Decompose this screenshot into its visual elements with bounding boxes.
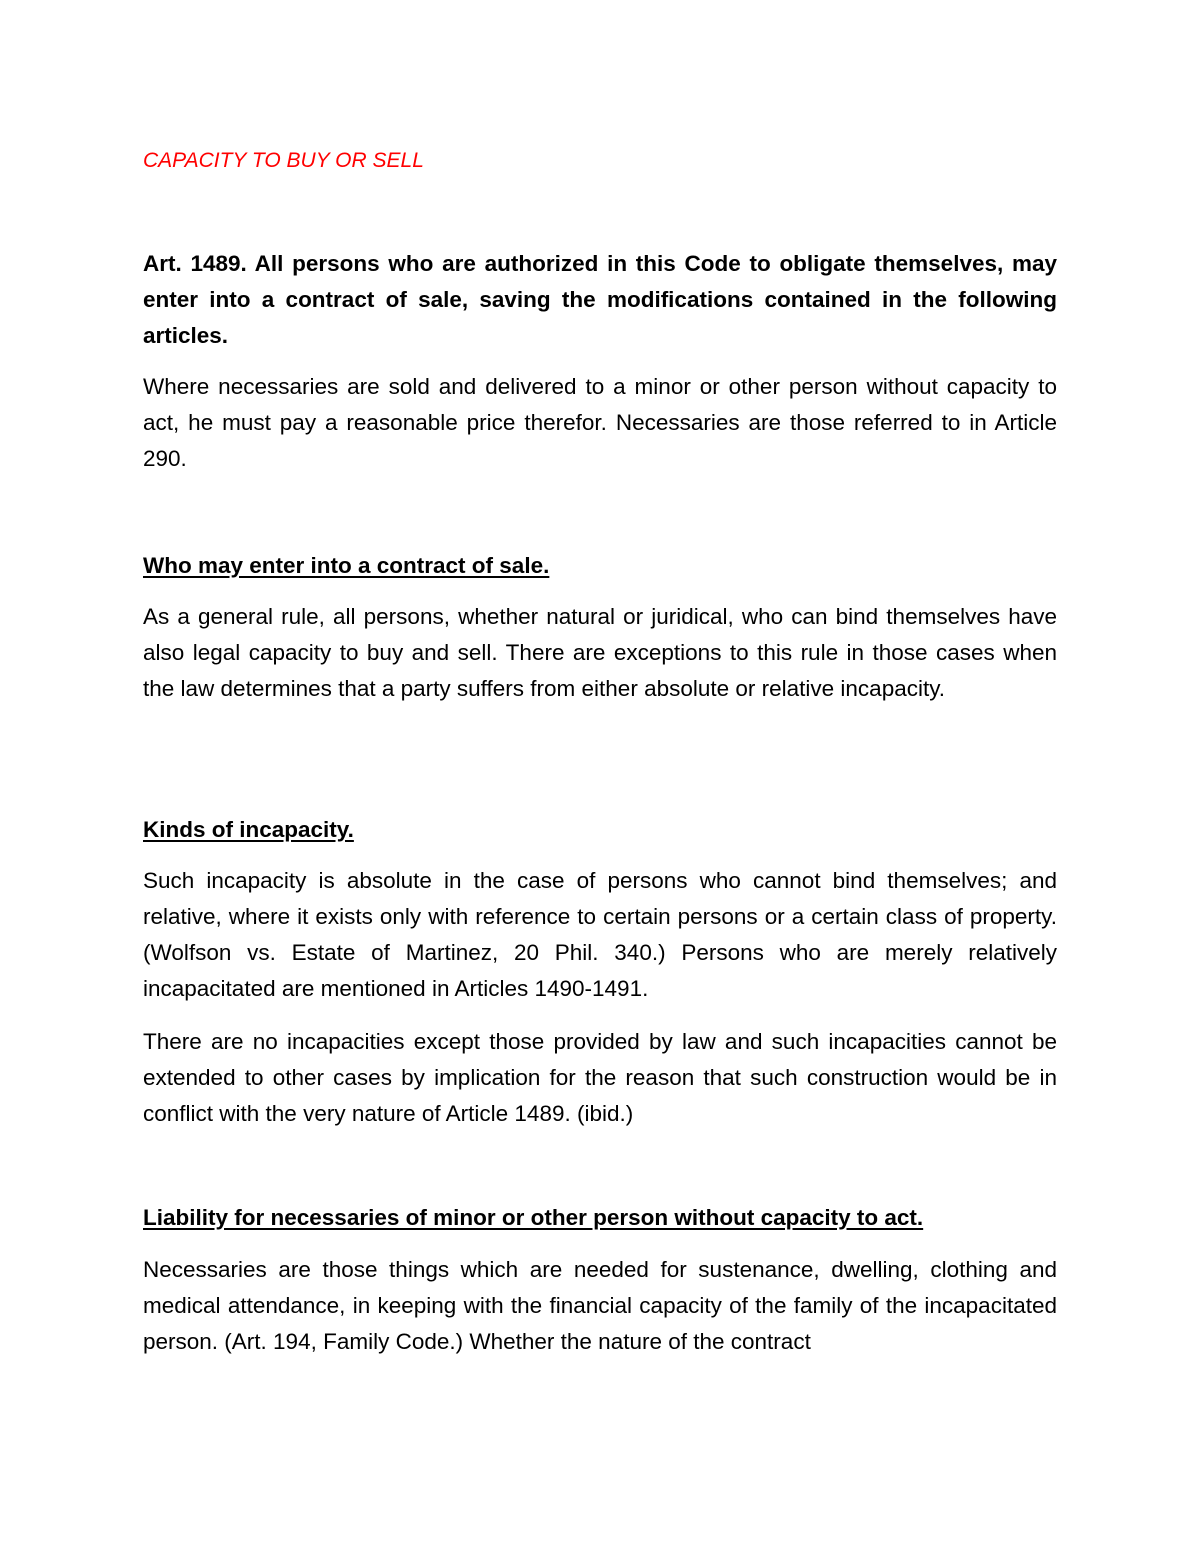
section-heading-liability-for-necessaries: Liability for necessaries of minor or other person without capacity to act.: [143, 1205, 924, 1230]
article-1489-text: Art. 1489. All persons who are authorized in this Code to obligate themselves, may enter into a contract of sale, saving the modifications contained in the following articles.: [143, 251, 1057, 348]
section-heading-who-may-enter: Who may enter into a contract of sale.: [143, 553, 550, 578]
section-paragraph: There are no incapacities except those provided by law and such incapacities cannot be extended to other cases by implication for the reason that such construction would be in conflict with the very nature of Article 1489. (ibid.): [143, 1029, 1057, 1126]
article-paragraph-2: Where necessaries are sold and delivered to a minor or other person without capacity to act, he must pay a reasonable price therefor. Necessaries are those referred to in Article 290.: [143, 374, 1057, 471]
document-title: CAPACITY TO BUY OR SELL: [143, 149, 424, 172]
section-heading-kinds-of-incapacity: Kinds of incapacity.: [143, 817, 354, 842]
section-paragraph: As a general rule, all persons, whether natural or juridical, who can bind themselves have also legal capacity to buy and sell. There are exceptions to this rule in those cases when the law determines that a party suffers from either absolute or relative incapacity.: [143, 604, 1057, 701]
section-paragraph: Such incapacity is absolute in the case of persons who cannot bind themselves; and relative, where it exists only with reference to certain persons or a certain class of property. (Wolfson vs. Estate of Martinez, 20 Phil. 340.) Persons who are merely relatively incapacitated are mentioned in Articles 1490-1491.: [143, 868, 1057, 1001]
section-paragraph: Necessaries are those things which are needed for sustenance, dwelling, clothing and medical attendance, in keeping with the financial capacity of the family of the incapacitated person. (Art. 194, Family Code.) Whether the nature of the contract: [143, 1257, 1057, 1354]
